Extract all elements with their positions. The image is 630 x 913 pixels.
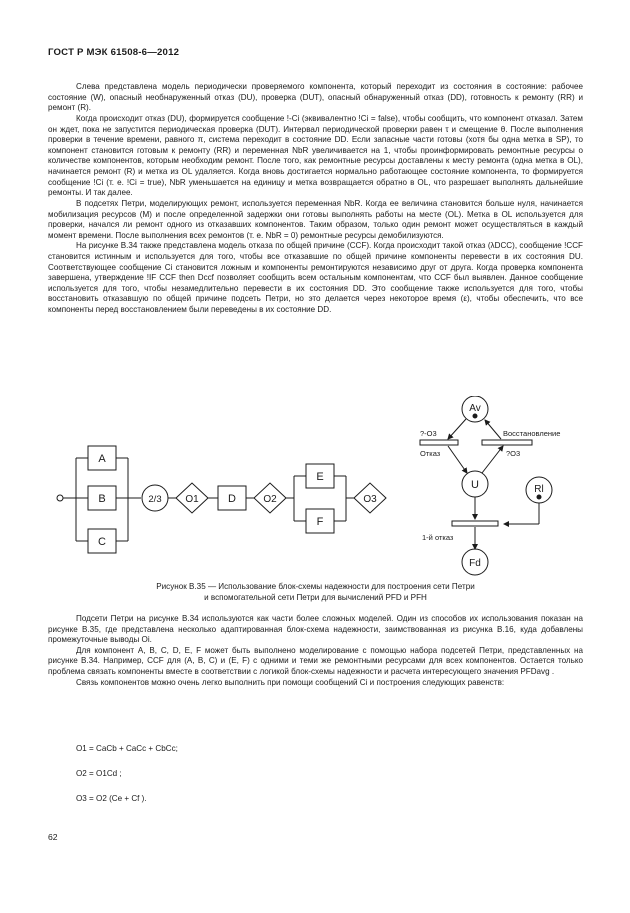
formula-o3: O3 = O2 (Ce + Cf ). xyxy=(76,794,147,803)
lower-paragraph-2: Для компонент A, B, C, D, E, F может быть выполнено моделирование с помощью набора подсетей Петри, представленных на рисунке B.34. Например, CCF для (A, B, C) и (E, F) с одними и теми же ремонтными ресурсами для всех компонентов. Остается только проблема связать компоненты вместе в соответствии с логикой блок-схемы надежности и расчета интересующего значения PFDavg . xyxy=(48,645,583,676)
label-first-fail: 1-й отказ xyxy=(422,533,454,542)
document-header: ГОСТ Р МЭК 61508-6—2012 xyxy=(48,47,180,58)
label-d: D xyxy=(228,493,236,505)
caption-line-1: Рисунок B.35 — Использование блок-схемы надежности для построения сети Петри xyxy=(156,582,475,591)
label-oz-ok: ?O3 xyxy=(506,449,521,458)
body-text xyxy=(48,82,583,316)
lower-paragraph-1: Подсети Петри на рисунке B.34 используются как части более сложных моделей. Один из способов их использования показан на рисунке B.35, где представлена несколько адаптированная блок-схема надежности, заимствованная из рисунка B.16, куда добавлены промежуточные выводы Oi. xyxy=(48,614,583,645)
label-o1: O1 xyxy=(185,494,199,505)
label-restore: Восстановление xyxy=(503,429,561,438)
label-o2: O2 xyxy=(263,494,277,505)
lower-text xyxy=(48,614,583,688)
label-av: Av xyxy=(469,403,481,414)
label-b: B xyxy=(98,493,106,505)
label-u: U xyxy=(471,479,479,491)
label-o3: O3 xyxy=(363,494,377,505)
label-e: E xyxy=(316,471,324,483)
paragraph-3: В подсетях Петри, моделирующих ремонт, используется переменная NbR. Когда ее величина становится больше нуля, начинается мобилизация ресурсов (M) и после определенной задержки они готовы выполнять работы на месте (OL). Метка в OL используется для проверки, начался ли ремонт одного из отказавших компонентов. Таким образом, только один ремонт может осуществляться в каждый момент времени. После выполнения всех ремонтов (т. е. NbR = 0) ремонтные ресурсы демобилизуются. xyxy=(48,198,583,240)
paragraph-4: На рисунке B.34 также представлена модель отказа по общей причине (CCF). Когда происходит такой отказ (λDCC), сообщение !CCF становится истинным и используется для того, чтобы все отказавшие по общей причине компоненты перевести в их состояния DU. Соответствующее сообщение Ci становится ложным и компоненты ремонтируются независимо друг от друга. Когда проверка компонента завершена, утверждение !IF CCF then Dccf позволяет сообщить всем остальным компонентам, что CCF был выявлен. Данное сообщение используется для того, чтобы незамедлительно перевести в их состояния DD. Это сообщение также используется для того, чтобы восстановить отказавшую по общей причине подсеть Петри, но это делается через некоторое время (ε), чтобы обеспечить, что все компоненты перед восстановлением были переведены в их состояние DD. xyxy=(48,241,583,315)
paragraph-2: Когда происходит отказ (DU), формируется сообщение !-Ci (эквивалентно !Ci = false), чтобы сообщить, что компонент отказал. Затем он ждет, пока не запустится периодическая проверка (DUT). Интервал периодической проверки равен τ и смещение θ. После выполнения проверки в течение времени, равного π, система переходит в состояние DD. Если запасные части готовы (хотя бы одна метка в SP), то компонент становится готовым к ремонту (RR) и переменная NbR увеличивается на 1, чтобы проинформировать ремонтные ресурсы о количестве компонентов, которым необходим ремонт. После того, как ремонтные ресурсы доставлены к месту ремонта (одна метка в OL), начинается ремонт (R) и метка из OL удаляется. Когда вновь достигается нормально работающее состояние компонента, то формируется сообщение !Ci (т. е. !Ci = true), NbR уменьшается на единицу и метка возвращается обратно в OL, что разрешает выполнять дальнейшие ремонты. И так далее. xyxy=(48,113,583,198)
transition-restore xyxy=(482,440,532,445)
page-number: 62 xyxy=(48,832,58,842)
label-f: F xyxy=(316,516,324,528)
label-rl: Rl xyxy=(534,484,544,495)
label-oz-fail: ?-O3 xyxy=(420,429,437,438)
caption-line-2: и вспомогательной сети Петри для вычислений PFD и PFH xyxy=(204,592,427,602)
transition-fail xyxy=(420,440,458,445)
paragraph-1: Слева представлена модель периодически проверяемого компонента, который переходит из состояния в состояние: рабочее состояние (W), опасный необнаруженный отказ (DU), проверка (DUT), опасный обнаруженный отказ (DD), готовность к ремонту (RR) и ремонт (R). xyxy=(48,82,583,113)
lower-paragraph-3: Связь компонентов можно очень легко выполнить при помощи сообщений Ci и построения следующих равенств: xyxy=(76,677,505,687)
figure-b35 xyxy=(48,396,583,576)
formula-o2: O2 = O1Cd ; xyxy=(76,769,122,778)
label-fail: Отказ xyxy=(420,449,441,458)
transition-first-fail xyxy=(452,521,498,526)
label-a: A xyxy=(98,453,106,465)
figure-caption xyxy=(48,582,583,603)
label-2of3: 2/3 xyxy=(148,494,162,505)
label-fd: Fd xyxy=(469,558,481,569)
formula-o1: O1 = CaCb + CaCc + CbCc; xyxy=(76,744,178,753)
label-c: C xyxy=(98,536,106,548)
